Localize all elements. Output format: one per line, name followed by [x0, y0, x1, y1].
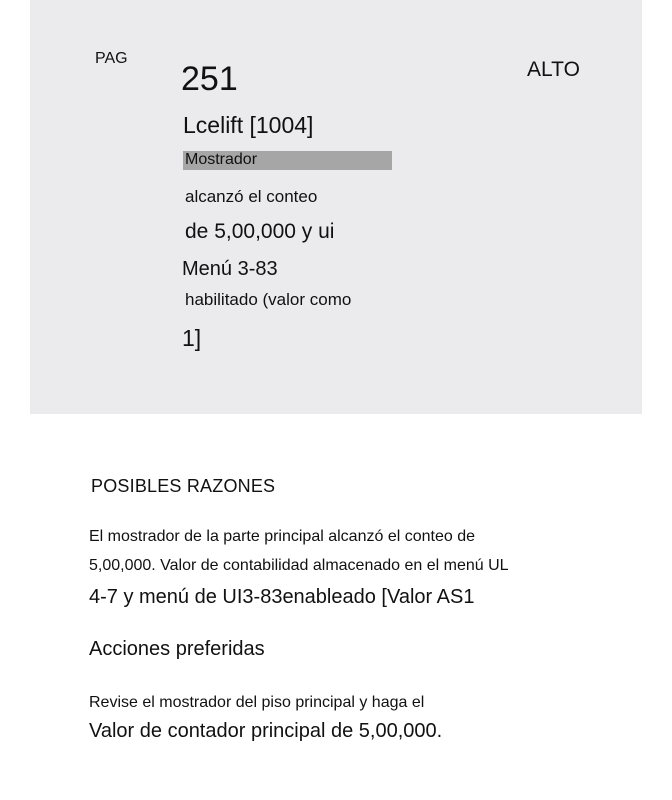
message-line: habilitado (valor como [185, 290, 352, 309]
counter-label: Mostrador [185, 151, 258, 168]
reason-line: 4-7 y menú de UI3-83enableado [Valor AS1 [89, 586, 475, 608]
device-name: Lcelift [1004] [183, 112, 314, 138]
message-line: 1] [182, 325, 202, 351]
reason-line: El mostrador de la parte principal alcanzó el conteo de [89, 528, 475, 545]
actions-heading: Acciones preferidas [89, 638, 265, 660]
pag-label: PAG [95, 50, 128, 67]
reason-line: 5,00,000. Valor de contabilidad almacenado en el menú UL [89, 557, 509, 574]
page-number: 251 [181, 60, 238, 98]
alto-label: ALTO [527, 58, 580, 81]
message-line: de 5,00,000 y ui [185, 220, 335, 243]
reasons-heading: POSIBLES RAZONES [91, 476, 276, 496]
message-line: Menú 3-83 [182, 258, 278, 280]
message-line: alcanzó el conteo [185, 187, 318, 206]
action-line: Revise el mostrador del piso principal y haga el [89, 694, 425, 711]
action-line: Valor de contador principal de 5,00,000. [89, 720, 443, 742]
